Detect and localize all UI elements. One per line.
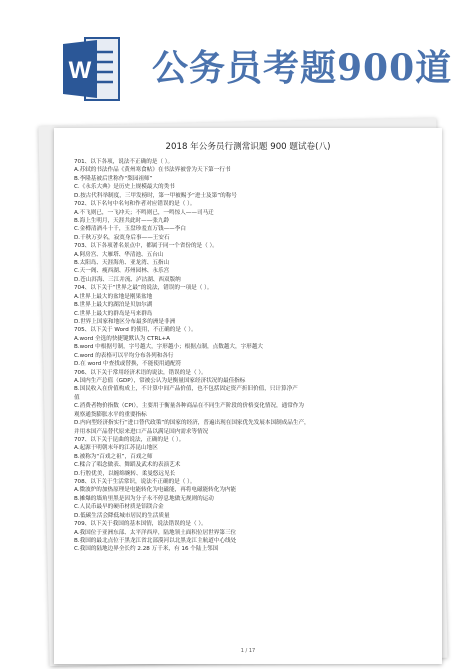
document-line: A.微波炉的加热原理是电能转化为电磁能，再将电磁能转化为内能	[74, 487, 237, 494]
document-line: A.word 全选的快捷键默认为 CTRL+A	[74, 335, 170, 342]
document-line: A.苏轼的书法作品《黄州寒食帖》在书法界被誉为天下第一行书	[74, 167, 231, 174]
word-icon	[63, 36, 121, 102]
document-line: C.消费者物价指数（CPI），主要用于衡量各种商品在不同生产阶段的价格变化情况，通常作为	[74, 403, 304, 410]
document-line: 并用本国产品替代原来进口产品以满足国内需求等情况	[74, 428, 209, 435]
document-line: A.不飞则已，一飞冲天；不鸣则已，一鸣惊人——司马迁	[74, 209, 214, 216]
document-line: D.按古代科举制度，三甲发榜时，第一甲被赐予“进士及第”的称号	[74, 192, 237, 199]
document-line: B.太阳岛、天涯海角、亚龙湾、五指山	[74, 260, 170, 267]
document-line: 709、以下关于我国的基本国情，说法错误的是（ ）。	[74, 521, 207, 528]
document-line: B.我国的最北点位于黑龙江省北部漠河以北黑龙江主航道中心线处	[74, 537, 237, 544]
document-line: B.word 中根据号制，字号越大，字形越小；根据点制，点数越大，字形越大	[74, 344, 263, 351]
document-line: 708、以下关于生活常识，说法不正确的是（ ）。	[74, 479, 196, 486]
document-line: A.世界上最大的盆地是刚果盆地	[74, 293, 153, 300]
document-line: D.千秋万岁名，寂寞身后事——王安石	[74, 234, 170, 241]
document-line: D.苍山洱海、三江并流、泸沽湖、西双版纳	[74, 276, 181, 283]
document-line: 702、以下名句中名句和作者对应错误的是（ ）。	[74, 201, 196, 208]
banner-title: 公务员考题900道	[152, 47, 453, 89]
document-line: A.阿房宫、大雁塔、华清池、五台山	[74, 251, 164, 258]
document-line: 705、以下关于 Word 的使用，不正确的是（ ）。	[74, 327, 197, 334]
document-line: C.我国的陆地边界全长约 2.28 万千米，有 16 个陆上邻国	[74, 546, 219, 553]
document-line: B.李隆基被后世称作“梨园祖师”	[74, 175, 153, 182]
document-line: C.糅合了唱念做表、舞蹈及武术的表演艺术	[74, 462, 181, 469]
document-line: 707、以下关于昆曲的说法，正确的是（ ）。	[74, 436, 185, 443]
document-line: 703、以下各项著名景点中，都属于同一个省份的是（ ）。	[74, 243, 218, 250]
document-line: C.《永乐大典》是历史上规模最大的类书	[74, 184, 175, 191]
document-line: A.我国位于亚洲东部、太平洋西岸，陆地领土面积位居世界第三位	[74, 529, 237, 536]
word-logo-letter: W	[68, 57, 92, 84]
document-line: 观察通货膨胀水平的重要指标	[74, 411, 147, 418]
document-line: C.世界上最大的群岛是马来群岛	[74, 310, 153, 317]
document-line: B.摊爆的墙角里黑是因为分子永不停息地做无规则的运动	[74, 495, 214, 502]
document-line: C.天一阁、瘦西湖、苏州园林、永乐宫	[74, 268, 170, 275]
document-page	[54, 128, 442, 664]
document-line: A.国内生产总值（GDP），常被公认为是衡量国家经济状况的最佳指标	[74, 377, 246, 384]
banner	[0, 0, 474, 132]
document-line: C.人民币最早的硬币材质是铝镁合金	[74, 504, 164, 511]
document-line: D.世界上国家和地区分布最多的洲是非洲	[74, 319, 176, 326]
document-line: B.被称为“百戏之祖”，百戏之师	[74, 453, 153, 460]
document-line: B.海上生明月，天涯共此时——张九龄	[74, 217, 170, 224]
document-line: D.在 word 中查找或替换，不能使用通配符	[74, 361, 182, 368]
page-number: 1 / 17	[240, 648, 256, 654]
document-line: D.行腔优美，以缠绵婉转、柔曼悠远见长	[74, 470, 176, 477]
document-line: 704、以下关于“世界之最”的说法，错误的一项是（ ）。	[74, 285, 213, 292]
document-line: D.内向型经济指实行“进口替代政策”的国家的经济，普遍出现在国家优先发展本国制成品生产，	[74, 420, 310, 427]
document-line: B.世界上最大的湖泊是贝加尔湖	[74, 302, 153, 309]
document-line: B.国民收入在价值构成上，不计算中间产品价值，也不包括固定资产折旧价值，只计算净产	[74, 386, 298, 393]
document-title: 2018 年公务员行测常识题 900 题试卷(八)	[165, 142, 331, 152]
document-line: D.低碳生活会降低城市居民的生活质量	[74, 512, 170, 519]
document-line: 706、以下关于常用经济术语的说法，错误的是（ ）。	[74, 369, 207, 376]
document-line: A.起源于明朝末年的江苏昆山地区	[74, 445, 158, 452]
document-body	[74, 158, 430, 554]
document-line: 701、以下各项，说法不正确的是（ ）。	[74, 159, 174, 165]
document-line: C.word 的表格可以平均分布各列和各行	[74, 352, 174, 359]
document-line: C.金樽清酒斗十千，玉盘珍羞直万钱——李白	[74, 226, 186, 233]
document-line: 值	[74, 394, 80, 401]
